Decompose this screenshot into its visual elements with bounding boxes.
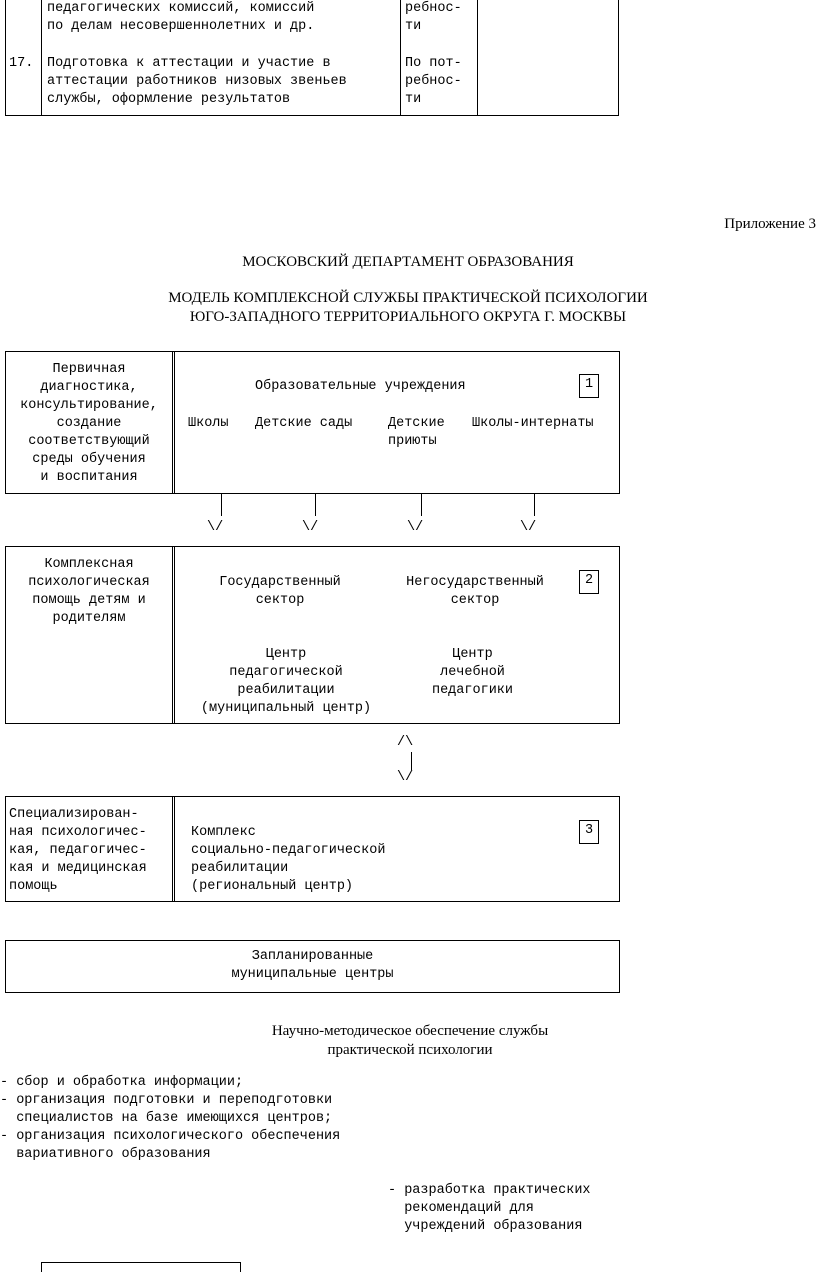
table-cell-term: ребнос- ти — [405, 1, 462, 34]
level1-item-boarding-schools: Школы-интернаты — [472, 416, 594, 431]
planned-centers-text: Запланированные муниципальные центры — [231, 949, 394, 982]
arrow-line — [411, 752, 412, 770]
table-row-number: 17. — [9, 56, 34, 71]
arrow-down-icon: \/ — [520, 520, 537, 535]
arrow-down-icon: \/ — [407, 520, 424, 535]
table-divider — [41, 0, 42, 116]
table-divider — [400, 0, 401, 116]
level3-number: 3 — [579, 820, 599, 844]
bottom-box-edge — [240, 1262, 241, 1272]
level1-item-schools: Школы — [188, 416, 229, 431]
arrow-down-icon: \/ — [207, 520, 224, 535]
table-border-left — [5, 0, 6, 116]
arrow-line — [315, 494, 316, 516]
department-title: МОСКОВСКИЙ ДЕПАРТАМЕНТ ОБРАЗОВАНИЯ — [242, 254, 574, 270]
level1-description: Первичная диагностика, консультирование, создание соответствующий среды обучения и воспитания — [20, 362, 158, 485]
arrow-down-icon: \/ — [397, 770, 414, 785]
table-divider — [477, 0, 478, 116]
level1-item-shelters: Детские приюты — [388, 416, 445, 449]
support-list: - сбор и обработка информации; - организация подготовки и переподготовки специалистов на базе имеющихся центров; - организация психологического обеспечения вариативного образования — [0, 1075, 341, 1162]
level1-number: 1 — [579, 374, 599, 398]
bottom-box-top — [41, 1262, 241, 1263]
arrow-up-icon: /\ — [397, 735, 414, 750]
arrow-down-icon: \/ — [302, 520, 319, 535]
table-cell-term: По пот- ребнос- ти — [405, 56, 462, 107]
level2-number: 2 — [579, 570, 599, 594]
level3-description: Специализирован- ная психологичес- кая, педагогичес- кая и медицинская помощь — [9, 807, 147, 894]
arrow-line — [221, 494, 222, 516]
level3-divider — [172, 796, 175, 902]
level2-description: Комплексная психологическая помощь детям и родителям — [28, 557, 150, 626]
table-cell-work: Подготовка к аттестации и участие в аттестации работников низовых звеньев службы, оформление результатов — [47, 56, 347, 107]
table-bottom-line — [5, 115, 619, 116]
level3-regional-center: Комплекс социально-педагогической реабилитации (региональный центр) — [191, 825, 386, 894]
level2-divider — [172, 546, 175, 724]
appendix-label: Приложение 3 — [724, 216, 816, 232]
level2-center-rehab: Центр педагогической реабилитации (муниципальный центр) — [200, 647, 372, 716]
support-title: Научно-методическое обеспечение службы практической психологии — [271, 1023, 549, 1058]
level2-private-sector: Негосударственный сектор — [406, 575, 544, 608]
level2-center-therapeutic: Центр лечебной педагогики — [431, 647, 513, 698]
bottom-box-edge — [41, 1262, 42, 1272]
level1-heading: Образовательные учреждения — [255, 379, 466, 394]
model-title: МОДЕЛЬ КОМПЛЕКСНОЙ СЛУЖБЫ ПРАКТИЧЕСКОЙ ПСИХОЛОГИИ ЮГО-ЗАПАДНОГО ТЕРРИТОРИАЛЬНОГО ОКРУГА Г. МОСКВЫ — [168, 290, 648, 325]
arrow-line — [421, 494, 422, 516]
table-border-right — [618, 0, 619, 116]
support-recommendations: - разработка практических рекомендаций для учреждений образования — [388, 1183, 591, 1234]
arrow-line — [534, 494, 535, 516]
level1-divider — [172, 351, 175, 494]
level1-item-kindergartens: Детские сады — [255, 416, 353, 431]
level2-state-sector: Государственный сектор — [219, 575, 341, 608]
table-cell-work: педагогических комиссий, комиссий по делам несовершеннолетних и др. — [47, 1, 315, 34]
